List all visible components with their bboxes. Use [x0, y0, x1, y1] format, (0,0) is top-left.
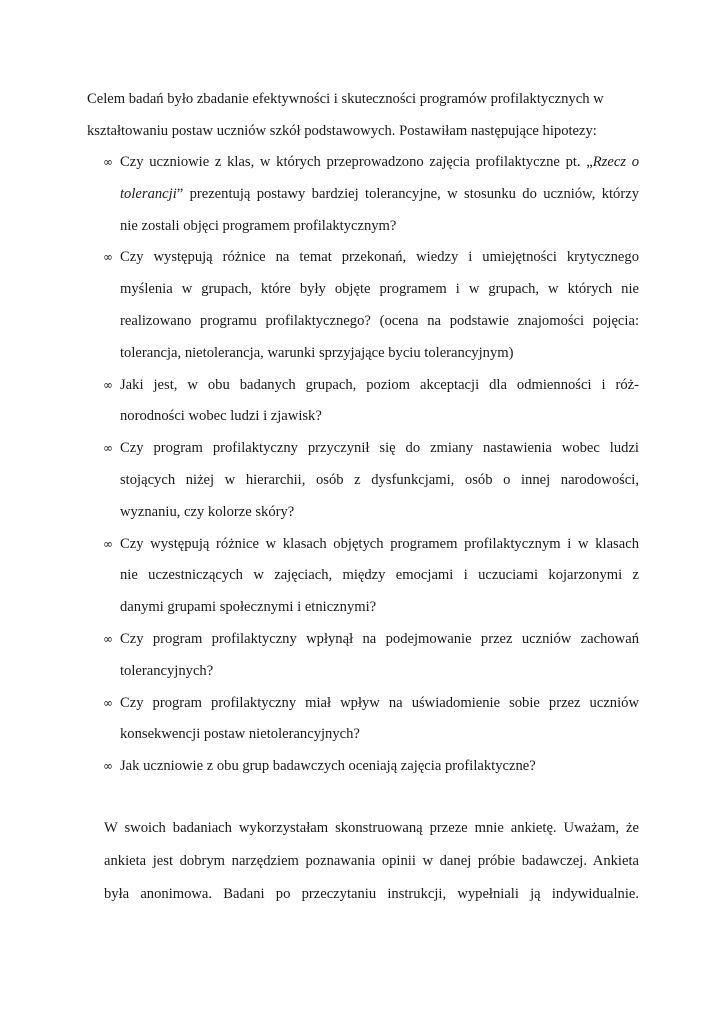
hypothesis-line: danymi grupami społecznymi i etnicznymi? [120, 599, 377, 616]
hypothesis-line: tolerancyjnych? [120, 662, 214, 679]
infinity-bullet-icon: ∞ [103, 155, 113, 169]
program-title: Rzecz o [592, 154, 639, 170]
hypothesis-item [104, 624, 639, 688]
program-title: tolerancji [120, 185, 177, 202]
hypothesis-line: Czy uczniowie z klas, w których przeprowadzono zajęcia profilaktyczne pt. „Rzecz o [120, 154, 639, 170]
hypothesis-item [104, 433, 639, 528]
hypothesis-line: norodności wobec ludzi i zjawisk? [120, 408, 322, 425]
hypothesis-line: Czy program profilaktyczny miał wpływ na uświadomienie sobie przez uczniów [120, 694, 639, 711]
hypotheses-list [104, 147, 639, 783]
closing-line: ankieta jest dobrym narzędziem poznawania opinii w danej próbie badawczej. Ankieta [104, 853, 639, 869]
hypothesis-line: nie zostali objęci programem profilaktycznym? [120, 217, 397, 234]
hypothesis-line: tolerancja, nietolerancja, warunki sprzyjające byciu tolerancyjnym) [120, 344, 514, 361]
infinity-bullet-icon: ∞ [103, 250, 113, 265]
hypothesis-line: konsekwencji postaw nietolerancyjnych? [120, 726, 360, 743]
closing-line: W swoich badaniach wykorzystałam skonstruowaną przeze mnie ankietę. Uważam, że [104, 820, 639, 836]
hypothesis-line: stojących niżej w hierarchii, osób z dysfunkcjami, osób o innej narodowości, [120, 471, 639, 488]
hypothesis-line: nie uczestniczących w zajęciach, między emocjami i uczuciami kojarzonymi z [120, 567, 639, 584]
intro-line: Celem badań było zbadanie efektywności i skuteczności programów profilaktycznych w [87, 91, 604, 107]
hypothesis-line: wyznaniu, czy kolorze skóry? [120, 503, 295, 520]
hypothesis-item [104, 751, 639, 783]
closing-paragraph [104, 812, 639, 911]
hypothesis-line: realizowano programu profilaktycznego? (ocena na podstawie znajomości pojęcia: [120, 312, 639, 329]
infinity-bullet-icon: ∞ [103, 377, 113, 392]
hypothesis-line: myślenia w grupach, które były objęte programem i w grupach, w których nie [120, 281, 639, 298]
infinity-bullet-icon: ∞ [103, 441, 113, 456]
infinity-bullet-icon: ∞ [103, 631, 113, 646]
infinity-bullet-icon: ∞ [103, 695, 113, 710]
infinity-bullet-icon: ∞ [103, 759, 113, 774]
hypothesis-item [104, 529, 639, 624]
hypothesis-item [104, 688, 639, 752]
hypothesis-line: Czy występują różnice na temat przekonań, wiedzy i umiejętności krytycznego [120, 249, 639, 266]
hypothesis-line: Jaki jest, w obu badanych grupach, poziom akceptacji dla odmienności i róż- [120, 376, 639, 393]
hypothesis-item [104, 147, 639, 242]
hypothesis-line: Czy występują różnice w klasach objętych programem profilaktycznym i w klasach [120, 535, 639, 552]
hypothesis-line: Czy program profilaktyczny wpłynął na podejmowanie przez uczniów zachowań [120, 630, 639, 647]
intro-paragraph [87, 83, 639, 147]
hypothesis-item [104, 370, 639, 434]
intro-line: kształtowaniu postaw uczniów szkół podstawowych. Postawiłam następujące hipotezy: [87, 123, 597, 139]
infinity-bullet-icon: ∞ [103, 536, 113, 551]
hypothesis-line: Czy program profilaktyczny przyczynił się do zmiany nastawienia wobec ludzi [120, 440, 639, 457]
hypothesis-item [104, 242, 639, 369]
hypothesis-line: tolerancji” prezentują postawy bardziej tolerancyjne, w stosunku do uczniów, którzy [120, 185, 639, 202]
hypothesis-line: Jak uczniowie z obu grup badawczych oceniają zajęcia profilaktyczne? [120, 758, 536, 775]
closing-line: była anonimowa. Badani po przeczytaniu instrukcji, wypełniali ją indywidualnie. [104, 886, 639, 902]
